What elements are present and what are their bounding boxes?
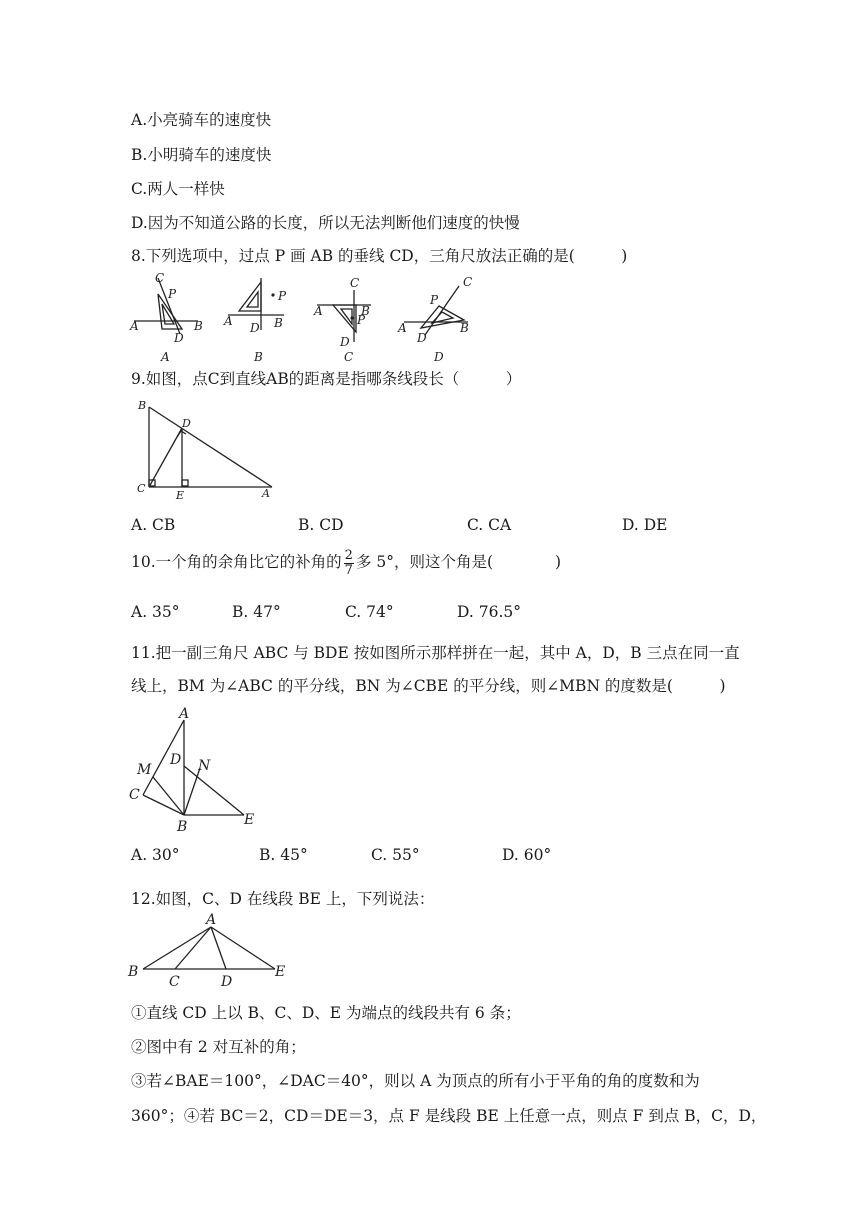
svg-text:P: P: [168, 287, 177, 301]
q10-option-d: D. 76.5°: [457, 603, 521, 621]
q9-figure: [132, 393, 282, 503]
q8-figure-a: [134, 278, 198, 334]
q9-option-a: A. CB: [131, 516, 176, 534]
q11-label-d: D: [170, 752, 182, 768]
q12-statement-4: 360°；④若 BC＝2，CD＝DE＝3，点 F 是线段 BE 上任意一点，则点 F 到点 B，C，D，: [131, 1107, 767, 1125]
q11-label-e: E: [244, 812, 255, 828]
q12-label-e: E: [275, 964, 286, 980]
q10-frac-den: 7: [344, 562, 353, 578]
q12-statement-1: ①直线 CD 上以 B、C、D、E 为端点的线段共有 6 条；: [131, 1004, 521, 1022]
svg-text:A: A: [130, 319, 139, 333]
svg-text:D: D: [340, 335, 350, 349]
svg-text:C: C: [463, 275, 473, 289]
q11-stem-line1: 11.把一副三角尺 ABC 与 BDE 按如图所示那样拼在一起，其中 A，D，B 三点在同一直: [131, 644, 740, 662]
svg-text:C: C: [155, 271, 165, 285]
q7-option-b: B.小明骑车的速度快: [131, 146, 272, 164]
q11-label-b: B: [177, 819, 188, 835]
svg-text:A: A: [398, 321, 407, 335]
svg-text:A: A: [224, 314, 233, 328]
q10-stem-after: 多 5°，则这个角是( ): [355, 553, 562, 571]
q11-option-b: B. 45°: [259, 846, 308, 864]
q10-option-c: C. 74°: [345, 603, 394, 621]
q11-label-n: N: [198, 758, 211, 774]
q12-label-d: D: [221, 974, 233, 990]
q8-caption-c: C: [344, 350, 354, 364]
svg-text:P: P: [278, 289, 287, 303]
q11-figure: [126, 700, 266, 837]
q9-stem: 9.如图，点C到直线AB的距离是指哪条线段长（ ）: [131, 370, 522, 388]
svg-text:C: C: [350, 276, 360, 290]
q10-fraction: [344, 549, 354, 578]
q11-option-d: D. 60°: [502, 846, 552, 864]
q9-label-b: B: [138, 399, 147, 412]
q11-stem-line2: 线上，BM 为∠ABC 的平分线，BN 为∠CBE 的平分线，则∠MBN 的度数是( ): [131, 677, 726, 695]
q12-stem: 12.如图，C、D 在线段 BE 上，下列说法：: [131, 890, 435, 908]
q12-label-c: C: [169, 974, 180, 990]
q12-label-b: B: [128, 964, 139, 980]
q10-stem: [131, 545, 561, 579]
q9-label-e: E: [176, 489, 185, 502]
q11-label-m: M: [137, 762, 152, 778]
q8-figures: [128, 270, 478, 365]
q10-stem-before: 10.一个角的余角比它的补角的: [131, 553, 342, 571]
svg-text:B: B: [194, 319, 203, 333]
q8-stem: 8.下列选项中，过点 P 画 AB 的垂线 CD，三角尺放法正确的是( ): [131, 247, 628, 265]
q8-caption-d: D: [434, 350, 444, 364]
q12-statement-3: ③若∠BAE＝100°，∠DAC＝40°，则以 A 为顶点的所有小于平角的角的度数和为: [131, 1072, 700, 1090]
q8-caption-a: A: [161, 350, 170, 364]
q11-option-c: C. 55°: [371, 846, 420, 864]
svg-text:P: P: [357, 313, 366, 327]
q12-figure: [125, 910, 295, 990]
q7-option-d: D.因为不知道公路的长度，所以无法判断他们速度的快慢: [131, 214, 520, 232]
svg-text:P: P: [430, 293, 439, 307]
q10-option-b: B. 47°: [232, 603, 281, 621]
q9-option-b: B. CD: [298, 516, 344, 534]
q12-statement-2: ②图中有 2 对互补的角；: [131, 1038, 306, 1056]
q9-option-d: D. DE: [622, 516, 668, 534]
q11-option-a: A. 30°: [131, 846, 180, 864]
q11-label-a: A: [179, 706, 190, 722]
svg-text:D: D: [250, 321, 260, 335]
svg-text:A: A: [314, 304, 323, 318]
svg-text:B: B: [361, 304, 370, 318]
q9-label-d: D: [182, 417, 191, 430]
svg-text:B: B: [274, 316, 283, 330]
q8-caption-b: B: [254, 350, 263, 364]
q11-label-c: C: [129, 787, 140, 803]
q12-label-a: A: [206, 912, 217, 928]
q7-option-c: C.两人一样快: [131, 180, 225, 198]
q7-option-a: A.小亮骑车的速度快: [131, 111, 272, 129]
q10-option-a: A. 35°: [131, 603, 180, 621]
svg-text:D: D: [417, 331, 427, 345]
q9-label-c: C: [137, 482, 146, 495]
svg-text:D: D: [174, 331, 184, 345]
q9-option-c: C. CA: [467, 516, 512, 534]
q10-frac-num: 2: [344, 547, 353, 563]
svg-text:B: B: [460, 321, 469, 335]
q9-label-a: A: [262, 487, 270, 500]
